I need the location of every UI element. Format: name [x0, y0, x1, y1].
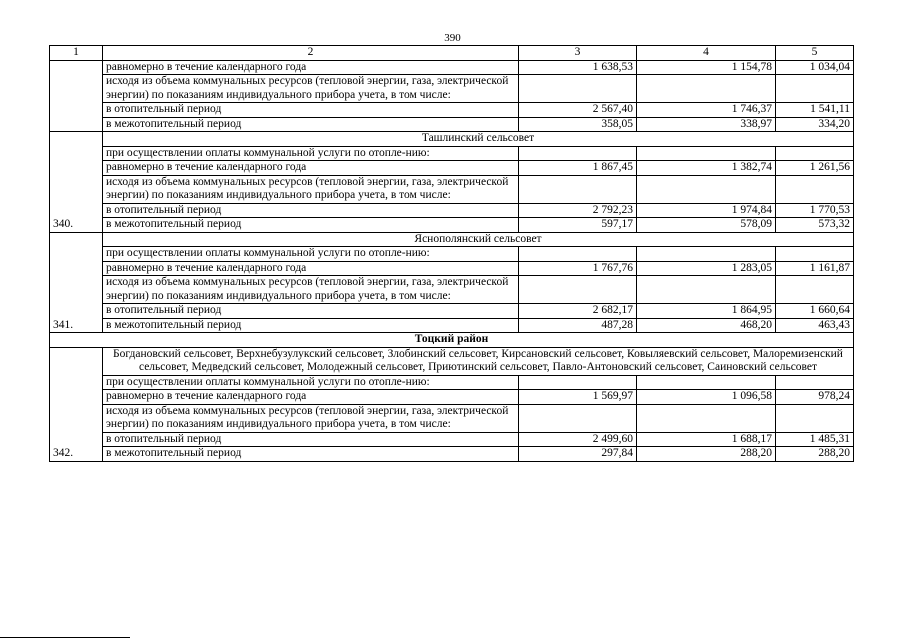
row-label: в межотопительный период: [103, 447, 519, 462]
note-row: [50, 404, 854, 432]
section-number: 342.: [50, 347, 103, 461]
header-cell: 2: [103, 46, 519, 61]
empty-cell: [637, 375, 776, 390]
value-col4: 1 154,78: [637, 60, 776, 75]
value-col5: 288,20: [776, 447, 854, 462]
value-col5: 1 770,53: [776, 203, 854, 218]
value-col3: 2 499,60: [519, 432, 637, 447]
value-col5: 334,20: [776, 117, 854, 132]
footnote-rule: [0, 637, 130, 638]
note-row: [50, 175, 854, 203]
empty-cell: [519, 375, 637, 390]
value-col3: 2 682,17: [519, 304, 637, 319]
empty-cell: [519, 404, 637, 432]
table-row: [50, 304, 854, 319]
table-row: [50, 432, 854, 447]
value-col3: 1 638,53: [519, 60, 637, 75]
district-title: Тоцкий район: [50, 333, 854, 348]
note-row: [50, 247, 854, 262]
row-note: исходя из объема коммунальных ресурсов (тепловой энергии, газа, электрической энергии) по показаниям индивидуального прибора учета, в том числе:: [103, 175, 519, 203]
value-col3: 2 567,40: [519, 103, 637, 118]
table-row: [50, 218, 854, 233]
row-label: в межотопительный период: [103, 117, 519, 132]
row-label: в отопительный период: [103, 103, 519, 118]
table-body: [50, 46, 854, 462]
value-col5: 573,32: [776, 218, 854, 233]
value-col4: 1 746,37: [637, 103, 776, 118]
section-number: 341.: [50, 232, 103, 333]
row-note: при осуществлении оплаты коммунальной услуги по отопле-нию:: [103, 375, 519, 390]
row-label: в отопительный период: [103, 304, 519, 319]
value-col4: 578,09: [637, 218, 776, 233]
section-row: [50, 132, 854, 147]
header-cell: 1: [50, 46, 103, 61]
row-note: при осуществлении оплаты коммунальной услуги по отопле-нию:: [103, 247, 519, 262]
value-col3: 358,05: [519, 117, 637, 132]
table-row: [50, 161, 854, 176]
empty-cell: [519, 146, 637, 161]
note-row: [50, 375, 854, 390]
value-col3: 597,17: [519, 218, 637, 233]
value-col5: 1 660,64: [776, 304, 854, 319]
value-col3: 1 767,76: [519, 261, 637, 276]
section-title: Яснополянский сельсовет: [103, 232, 854, 247]
empty-cell: [519, 247, 637, 262]
value-col5: 1 034,04: [776, 60, 854, 75]
district-row: [50, 333, 854, 348]
section-title: Ташлинский сельсовет: [103, 132, 854, 147]
empty-cell: [776, 146, 854, 161]
note-row: [50, 75, 854, 103]
header-row: [50, 46, 854, 61]
table-row: [50, 117, 854, 132]
table-row: [50, 261, 854, 276]
row-note: исходя из объема коммунальных ресурсов (тепловой энергии, газа, электрической энергии) по показаниям индивидуального прибора учета, в том числе:: [103, 404, 519, 432]
row-note: исходя из объема коммунальных ресурсов (тепловой энергии, газа, электрической энергии) по показаниям индивидуального прибора учета, в том числе:: [103, 276, 519, 304]
value-col5: 1 161,87: [776, 261, 854, 276]
empty-cell: [637, 276, 776, 304]
value-col4: 1 974,84: [637, 203, 776, 218]
table-row: [50, 447, 854, 462]
value-col4: 338,97: [637, 117, 776, 132]
empty-cell: [637, 146, 776, 161]
header-cell: 4: [637, 46, 776, 61]
row-label: равномерно в течение календарного года: [103, 390, 519, 405]
value-col4: 1 688,17: [637, 432, 776, 447]
row-label: в отопительный период: [103, 203, 519, 218]
row-label: в межотопительный период: [103, 318, 519, 333]
empty-cell: [776, 175, 854, 203]
value-col3: 1 569,97: [519, 390, 637, 405]
value-col4: 1 382,74: [637, 161, 776, 176]
table-row: [50, 203, 854, 218]
value-col5: 1 485,31: [776, 432, 854, 447]
value-col5: 463,43: [776, 318, 854, 333]
value-col5: 1 541,11: [776, 103, 854, 118]
empty-cell: [776, 276, 854, 304]
value-col4: 1 096,58: [637, 390, 776, 405]
row-label: в межотопительный период: [103, 218, 519, 233]
empty-cell: [776, 75, 854, 103]
note-row: [50, 146, 854, 161]
empty-cell: [519, 75, 637, 103]
page-number: 390: [444, 32, 461, 44]
section-row: [50, 347, 854, 375]
header-cell: 3: [519, 46, 637, 61]
empty-cell: [637, 175, 776, 203]
table-row: [50, 318, 854, 333]
value-col3: 297,84: [519, 447, 637, 462]
row-label: равномерно в течение календарного года: [103, 261, 519, 276]
row-label: равномерно в течение календарного года: [103, 161, 519, 176]
empty-cell: [776, 375, 854, 390]
value-col3: 487,28: [519, 318, 637, 333]
empty-cell: [637, 75, 776, 103]
table-row: [50, 60, 854, 75]
table-row: [50, 103, 854, 118]
value-col4: 288,20: [637, 447, 776, 462]
empty-cell: [776, 247, 854, 262]
table-row: [50, 390, 854, 405]
row-note: исходя из объема коммунальных ресурсов (тепловой энергии, газа, электрической энергии) по показаниям индивидуального прибора учета, в том числе:: [103, 75, 519, 103]
value-col4: 468,20: [637, 318, 776, 333]
tariff-table: [49, 45, 854, 462]
section-number: 340.: [50, 132, 103, 233]
row-label: равномерно в течение календарного года: [103, 60, 519, 75]
value-col5: 1 261,56: [776, 161, 854, 176]
value-col3: 2 792,23: [519, 203, 637, 218]
empty-cell: [519, 175, 637, 203]
value-col4: 1 283,05: [637, 261, 776, 276]
section-row: [50, 232, 854, 247]
empty-cell: [776, 404, 854, 432]
section-title: Богдановский сельсовет, Верхнебузулукский сельсовет, Злобинский сельсовет, Кирсановский сельсовет, Ковыляевский сельсовет, Малоремизенский сельсовет, Медведский сельсовет, Молодежный сельсовет, Приютинский сельсовет, Павло-Антоновский сельсовет, Саиновский сельсовет: [103, 347, 854, 375]
continued-section-number: [50, 60, 103, 132]
row-note: при осуществлении оплаты коммунальной услуги по отопле-нию:: [103, 146, 519, 161]
empty-cell: [637, 247, 776, 262]
header-cell: 5: [776, 46, 854, 61]
empty-cell: [637, 404, 776, 432]
value-col3: 1 867,45: [519, 161, 637, 176]
value-col4: 1 864,95: [637, 304, 776, 319]
row-label: в отопительный период: [103, 432, 519, 447]
empty-cell: [519, 276, 637, 304]
note-row: [50, 276, 854, 304]
value-col5: 978,24: [776, 390, 854, 405]
